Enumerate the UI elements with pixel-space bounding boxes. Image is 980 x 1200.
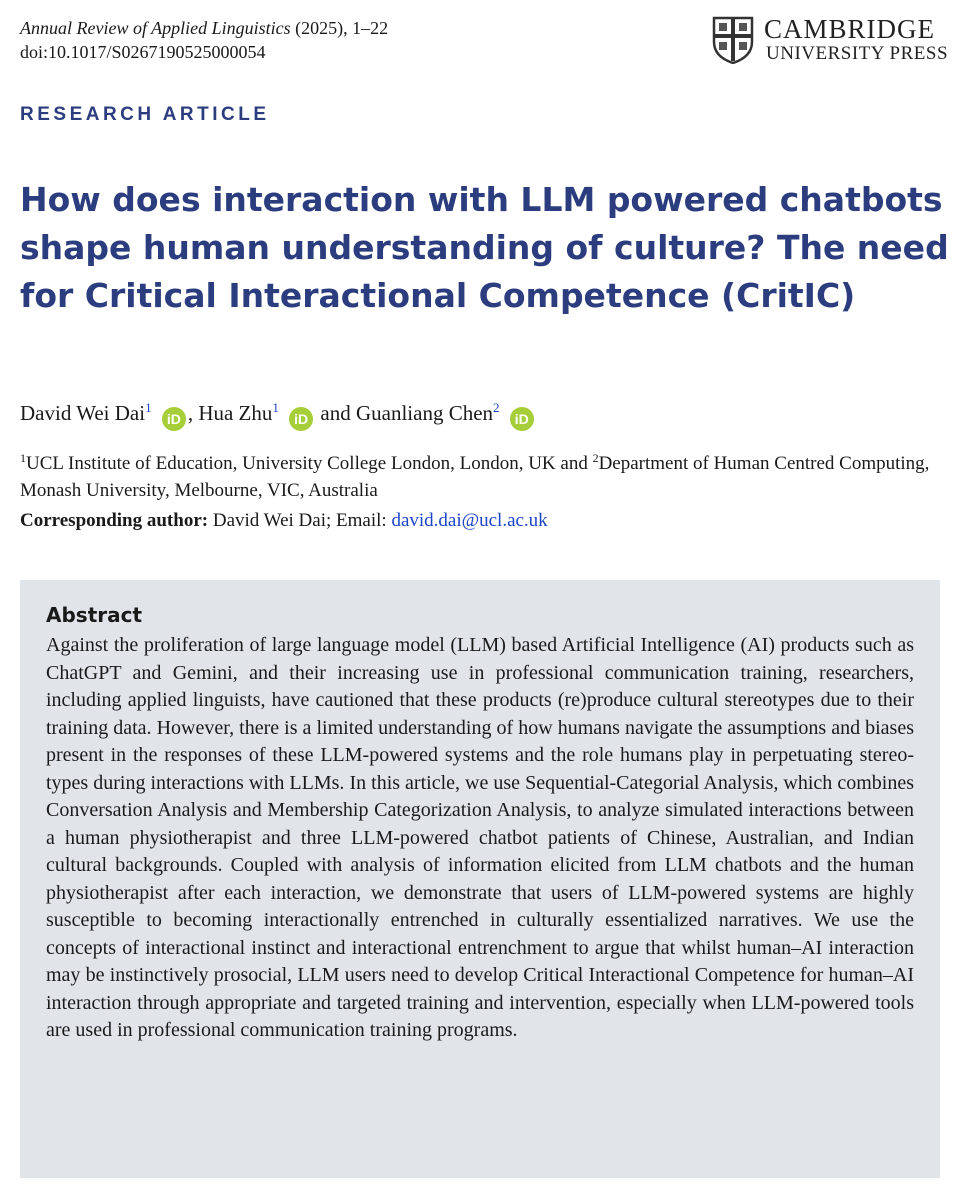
abstract-heading: Abstract [46, 603, 143, 627]
orcid-icon[interactable]: iD [289, 407, 313, 431]
email-link[interactable]: david.dai@ucl.ac.uk [391, 510, 548, 531]
author-separator: and [315, 401, 356, 425]
article-type: RESEARCH ARTICLE [20, 104, 270, 125]
abstract-text: Against the proliferation of large language model (LLM) based Artificial Intelligence (AI) products such as ChatGPT and Gemini, and their increasing use in professional communication training, researchers, including applied linguists, have cautioned that these products (re)produce cultural stereotypes due to their training data. However, there is a limited understanding of how humans navigate the assumptions and biases present in the responses of these LLM-powered systems and the role humans play in perpetuating stereotypes during interactions with LLMs. In this article, we use Sequential-Categorial Analysis, which combines Conversation Analysis and Membership Categorization Analysis, to analyze simulated interactions between a human physiotherapist and three LLM-powered chatbot patients of Chinese, Australian, and Indian cultural backgrounds. Coupled with analysis of information elicited from LLM chatbots and the human physiotherapist after each interaction, we demonstrate that users of LLM-powered systems are highly susceptible to becoming interactionally entrenched in culturally essentialized narratives. We use the concepts of interactional instinct and interactional entrenchment to argue that whilst human–AI interaction may be instinctively prosocial, LLM users need to develop Critical Interactional Competence for human–AI interaction through appropriate and targeted training and intervention, especially when LLM-powered tools are used in professional communication training programs. [46, 634, 914, 1041]
author-list [20, 398, 536, 431]
affiliation-text: Department of Human Centred Computing, Monash University, Melbourne, VIC, Australia [20, 453, 930, 501]
author-affiliation-ref[interactable]: 1 [272, 400, 279, 415]
corresponding-label: Corresponding author: [20, 510, 209, 531]
publisher-subname: UNIVERSITY PRESS [766, 43, 949, 64]
publisher-logo [712, 16, 952, 66]
corresponding-author [20, 507, 548, 534]
publisher-name: CAMBRIDGE [764, 14, 936, 44]
author-separator: , [187, 401, 199, 425]
journal-name: Annual Review of Applied Linguistics [20, 18, 291, 38]
doi[interactable]: doi:10.1017/S0267190525000054 [20, 42, 266, 62]
author-name: Guanliang Chen [355, 401, 494, 425]
abstract-box [20, 580, 940, 1178]
journal-info: (2025), 1–22 [290, 18, 389, 38]
orcid-icon[interactable]: iD [162, 407, 186, 431]
affiliations [20, 450, 950, 504]
orcid-icon[interactable]: iD [510, 407, 534, 431]
author-name: David Wei Dai [20, 401, 146, 425]
author-affiliation-ref[interactable]: 1 [145, 400, 152, 415]
affiliation-text: UCL Institute of Education, University College London, London, UK and [26, 453, 593, 474]
university-crest-icon [712, 16, 754, 64]
affiliation-number: 2 [592, 451, 599, 465]
corresponding-text: David Wei Dai; Email: [208, 510, 392, 531]
article-title: How does interaction with LLM powered chatbots shape human understanding of culture? The need for Critical Interactional Competence (CritIC) [20, 180, 949, 315]
author-affiliation-ref[interactable]: 2 [493, 400, 500, 415]
journal-citation [20, 16, 388, 64]
affiliation-number: 1 [20, 451, 26, 465]
journal-line [20, 16, 388, 40]
author-name: Hua Zhu [198, 401, 273, 425]
